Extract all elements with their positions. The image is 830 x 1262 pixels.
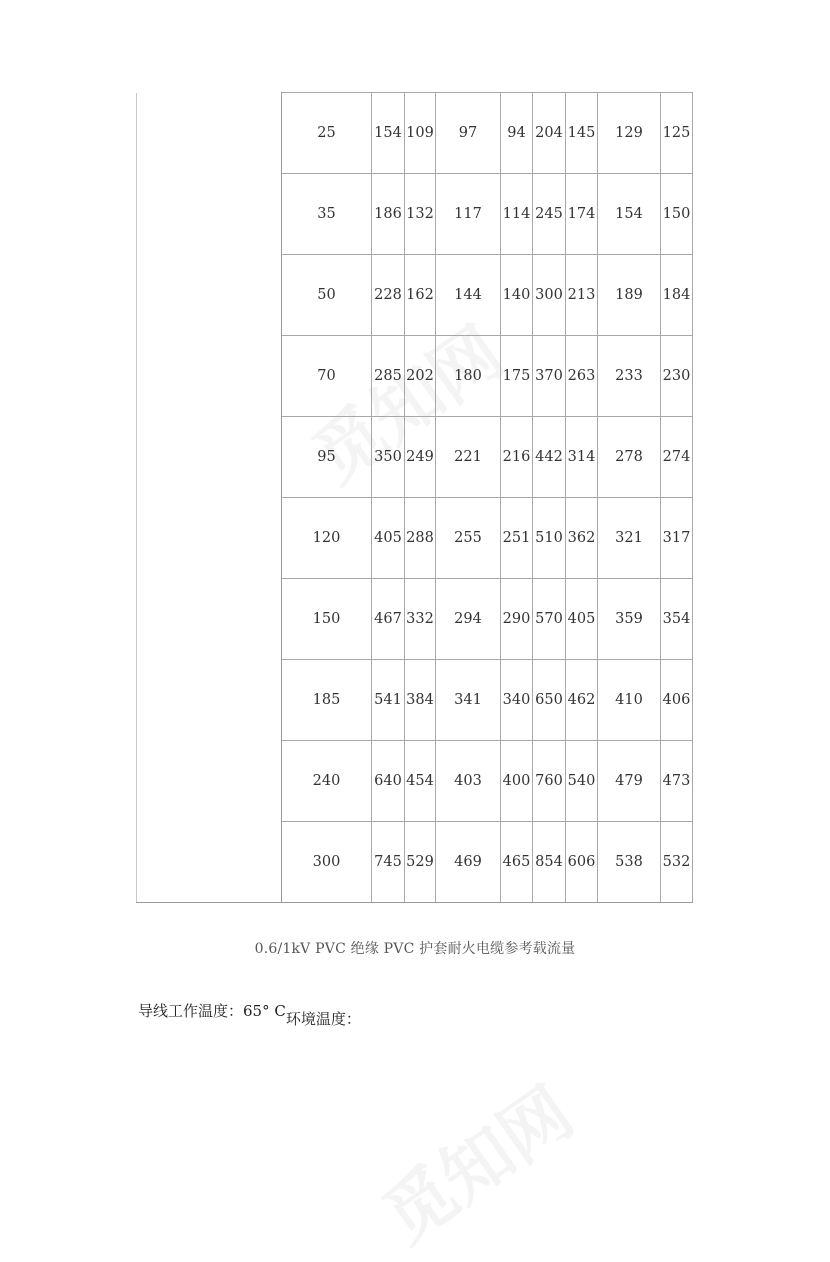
cross-section-cell: 25 [282, 93, 372, 174]
table-row [137, 93, 693, 174]
ampacity-cell: 442 [533, 417, 566, 498]
ampacity-cell: 132 [405, 174, 436, 255]
ampacity-cell: 354 [661, 579, 693, 660]
ampacity-cell: 97 [436, 93, 501, 174]
ampacity-cell: 570 [533, 579, 566, 660]
ampacity-cell: 202 [405, 336, 436, 417]
ampacity-cell: 469 [436, 822, 501, 903]
ampacity-cell: 233 [598, 336, 661, 417]
ambient-temperature: 环境温度： [285, 1010, 361, 1028]
conductor-temperature: 导线工作温度：65° C [138, 1002, 286, 1020]
ampacity-cell: 467 [372, 579, 405, 660]
ampacity-cell: 341 [436, 660, 501, 741]
ampacity-cell: 340 [501, 660, 533, 741]
ampacity-cell: 454 [405, 741, 436, 822]
ampacity-cell: 125 [661, 93, 693, 174]
ampacity-cell: 370 [533, 336, 566, 417]
ampacity-cell: 406 [661, 660, 693, 741]
ampacity-cell: 251 [501, 498, 533, 579]
merged-blank-cell [137, 93, 282, 903]
ampacity-cell: 230 [661, 336, 693, 417]
ampacity-cell: 650 [533, 660, 566, 741]
ampacity-cell: 216 [501, 417, 533, 498]
ampacity-cell: 263 [566, 336, 598, 417]
table-caption: 0.6/1kV PVC 绝缘 PVC 护套耐火电缆参考载流量 [254, 941, 576, 957]
ampacity-cell: 154 [372, 93, 405, 174]
cross-section-cell: 150 [282, 579, 372, 660]
ampacity-cell: 117 [436, 174, 501, 255]
ampacity-cell: 204 [533, 93, 566, 174]
ampacity-cell: 294 [436, 579, 501, 660]
ampacity-cell: 321 [598, 498, 661, 579]
ampacity-cell: 745 [372, 822, 405, 903]
ampacity-cell: 145 [566, 93, 598, 174]
cross-section-cell: 95 [282, 417, 372, 498]
ampacity-cell: 510 [533, 498, 566, 579]
ampacity-cell: 221 [436, 417, 501, 498]
ampacity-cell: 186 [372, 174, 405, 255]
ampacity-cell: 274 [661, 417, 693, 498]
ampacity-cell: 541 [372, 660, 405, 741]
ampacity-cell: 538 [598, 822, 661, 903]
ampacity-cell: 532 [661, 822, 693, 903]
ampacity-cell: 410 [598, 660, 661, 741]
ampacity-cell: 184 [661, 255, 693, 336]
cross-section-cell: 240 [282, 741, 372, 822]
ampacity-cell: 760 [533, 741, 566, 822]
watermark [360, 1059, 590, 1262]
ampacity-cell: 144 [436, 255, 501, 336]
ampacity-cell: 350 [372, 417, 405, 498]
ampacity-cell: 278 [598, 417, 661, 498]
ampacity-cell: 94 [501, 93, 533, 174]
ampacity-cell: 174 [566, 174, 598, 255]
ampacity-cell: 332 [405, 579, 436, 660]
ampacity-cell: 540 [566, 741, 598, 822]
cross-section-cell: 300 [282, 822, 372, 903]
ampacity-cell: 129 [598, 93, 661, 174]
ampacity-cell: 245 [533, 174, 566, 255]
ampacity-cell: 285 [372, 336, 405, 417]
ampacity-cell: 405 [372, 498, 405, 579]
ampacity-cell: 175 [501, 336, 533, 417]
ampacity-cell: 140 [501, 255, 533, 336]
ampacity-cell: 228 [372, 255, 405, 336]
ampacity-cell: 640 [372, 741, 405, 822]
ampacity-cell: 606 [566, 822, 598, 903]
ampacity-cell: 854 [533, 822, 566, 903]
ampacity-table [136, 92, 693, 903]
ampacity-cell: 255 [436, 498, 501, 579]
ampacity-cell: 150 [661, 174, 693, 255]
ampacity-cell: 462 [566, 660, 598, 741]
ampacity-cell: 529 [405, 822, 436, 903]
cross-section-cell: 70 [282, 336, 372, 417]
ampacity-cell: 180 [436, 336, 501, 417]
ampacity-cell: 290 [501, 579, 533, 660]
ampacity-cell: 362 [566, 498, 598, 579]
ampacity-cell: 317 [661, 498, 693, 579]
ampacity-cell: 465 [501, 822, 533, 903]
ampacity-cell: 479 [598, 741, 661, 822]
ampacity-cell: 314 [566, 417, 598, 498]
cross-section-cell: 120 [282, 498, 372, 579]
operating-conditions [138, 1000, 361, 1028]
ampacity-cell: 189 [598, 255, 661, 336]
ampacity-cell: 114 [501, 174, 533, 255]
ampacity-cell: 249 [405, 417, 436, 498]
ampacity-cell: 162 [405, 255, 436, 336]
cross-section-cell: 185 [282, 660, 372, 741]
ampacity-cell: 300 [533, 255, 566, 336]
cross-section-cell: 35 [282, 174, 372, 255]
ampacity-cell: 473 [661, 741, 693, 822]
ampacity-cell: 154 [598, 174, 661, 255]
ampacity-cell: 288 [405, 498, 436, 579]
cross-section-cell: 50 [282, 255, 372, 336]
ampacity-cell: 403 [436, 741, 501, 822]
ampacity-cell: 359 [598, 579, 661, 660]
ampacity-cell: 109 [405, 93, 436, 174]
ampacity-cell: 384 [405, 660, 436, 741]
ampacity-cell: 400 [501, 741, 533, 822]
ampacity-cell: 213 [566, 255, 598, 336]
ampacity-cell: 405 [566, 579, 598, 660]
